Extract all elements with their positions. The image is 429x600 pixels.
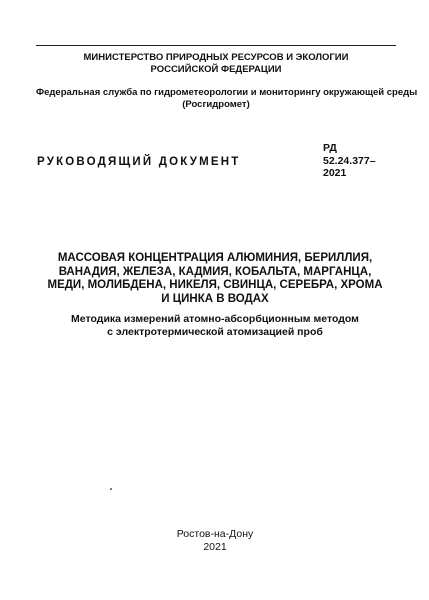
document-type: РУКОВОДЯЩИЙ ДОКУМЕНТ xyxy=(37,156,241,168)
title-line: ВАНАДИЯ, ЖЕЛЕЗА, КАДМИЯ, КОБАЛЬТА, МАРГАНЦА, xyxy=(58,265,372,278)
subtitle-line: с электротермической атомизацией проб xyxy=(107,326,323,338)
ministry-line: МИНИСТЕРСТВО ПРИРОДНЫХ РЕСУРСОВ И ЭКОЛОГИИ xyxy=(83,52,349,63)
document-number-line: 52.24.377– xyxy=(323,154,376,167)
document-subtitle xyxy=(30,313,400,339)
document-number-line: РД xyxy=(323,142,337,154)
title-line: И ЦИНКА В ВОДАХ xyxy=(161,292,269,305)
city: Ростов-на-Дону xyxy=(176,528,254,540)
document-number-line: 2021 xyxy=(323,167,347,179)
title-line: МЕДИ, МОЛИБДЕНА, НИКЕЛЯ, СВИНЦА, СЕРЕБРА, ХРОМА xyxy=(47,279,383,291)
subtitle-line: Методика измерений атомно-абсорбционным методом xyxy=(71,313,359,325)
document-title xyxy=(30,252,400,306)
ministry-name xyxy=(36,52,396,76)
ministry-line: РОССИЙСКОЙ ФЕДЕРАЦИИ xyxy=(150,64,282,75)
service-line: (Росгидромет) xyxy=(182,99,250,110)
speck-mark xyxy=(110,488,112,490)
title-line: МАССОВАЯ КОНЦЕНТРАЦИЯ АЛЮМИНИЯ, БЕРИЛЛИЯ, xyxy=(57,252,373,264)
service-line: Федеральная служба по гидрометеорологии и мониторингу окружающей среды xyxy=(36,87,418,98)
year: 2021 xyxy=(203,541,227,553)
header-rule xyxy=(36,45,396,46)
document-number xyxy=(323,142,376,180)
publication-place xyxy=(100,528,330,554)
service-name xyxy=(36,87,418,111)
